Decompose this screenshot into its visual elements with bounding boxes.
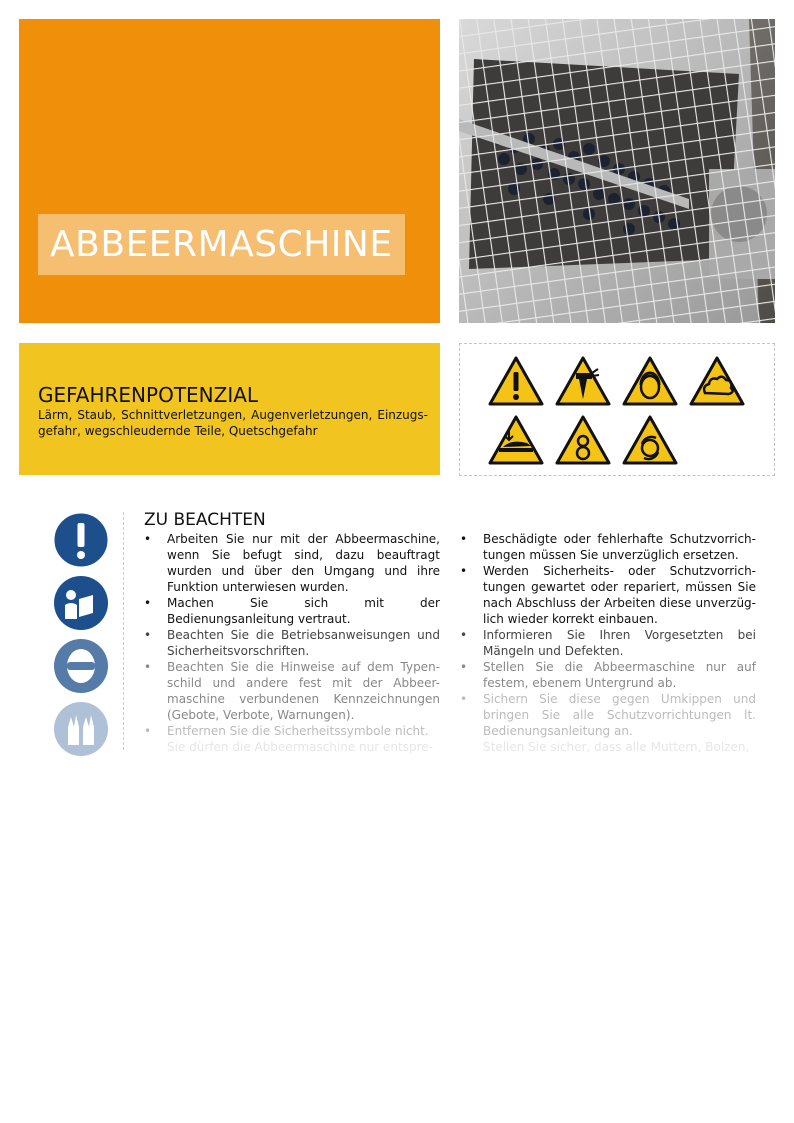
general-mandatory-icon — [53, 512, 109, 568]
divider-line — [123, 512, 124, 750]
warning-signs-panel — [459, 343, 775, 476]
list-item: • Entfernen Sie die Sicherheitssymbole nicht. — [167, 723, 440, 739]
machine-photo-illustration — [459, 19, 775, 323]
list-item: • Informieren Sie Ihren Vorgesetzten bei Mängeln und Defekten. — [483, 627, 756, 659]
list-item: • Stellen Sie sicher, dass alle Muttern, Bolzen, — [483, 739, 756, 755]
list-item: • Beachten Sie die Hinweise auf dem Typen-schild und andere fest mit der Abbeer-maschine verbundenen Kennzeichnungen (Gebote, Verbote, Warnungen). — [167, 659, 440, 723]
gloves-icon — [53, 701, 109, 757]
machine-photo — [459, 19, 775, 323]
cutting-hazard-icon — [554, 355, 612, 407]
list-item: • Sichern Sie diese gegen Umkippen und bringen Sie alle Schutzvorrichtungen lt. Bedienungsanleitung an. — [483, 691, 756, 739]
noise-hazard-icon — [621, 355, 679, 407]
title-box — [38, 214, 405, 275]
read-manual-icon — [53, 575, 109, 631]
notes-column-right — [483, 531, 756, 755]
hazard-panel — [19, 343, 440, 475]
entanglement-hazard-icon — [554, 414, 612, 466]
general-warning-icon — [487, 355, 545, 407]
list-item: • Beachten Sie die Betriebsanweisungen und Sicherheitsvorschriften. — [167, 627, 440, 659]
title-panel — [19, 19, 440, 323]
list-item: • Machen Sie sich mit der Bedienungsanleitung vertraut. — [167, 595, 440, 627]
page-title: ABBEERMASCHINE — [50, 224, 393, 265]
dust-hazard-icon — [688, 355, 746, 407]
hazard-text: Lärm, Staub, Schnittverletzungen, Augenverletzungen, Einzugs-gefahr, wegschleudernde Teile, Quetschgefahr — [38, 408, 428, 438]
list-item: • Sie dürfen die Abbeermaschine nur entspre- — [167, 739, 440, 755]
list-item: • Werden Sicherheits- oder Schutzvorrich-tungen gewartet oder repariert, müssen Sie nach Abschluss der Arbeiten diese unverzüg-lich wieder korrekt einbauen. — [483, 563, 756, 627]
notes-column-left — [167, 531, 440, 755]
hand-crush-hazard-icon — [487, 414, 545, 466]
hazard-heading: GEFAHRENPOTENZIAL — [38, 383, 259, 407]
list-item: • Arbeiten Sie nur mit der Abbeermaschine, wenn Sie befugt sind, dazu beauftragt wurden und über den Umgang und ihre Funktion unterwiesen wurden. — [167, 531, 440, 595]
rotating-parts-hazard-icon — [621, 414, 679, 466]
list-item: • Beschädigte oder fehlerhafte Schutzvorrich-tungen müssen Sie unverzüglich ersetzen. — [483, 531, 756, 563]
notes-heading: ZU BEACHTEN — [144, 510, 266, 530]
eye-protection-icon — [53, 638, 109, 694]
list-item: • Stellen Sie die Abbeermaschine nur auf festem, ebenem Untergrund ab. — [483, 659, 756, 691]
